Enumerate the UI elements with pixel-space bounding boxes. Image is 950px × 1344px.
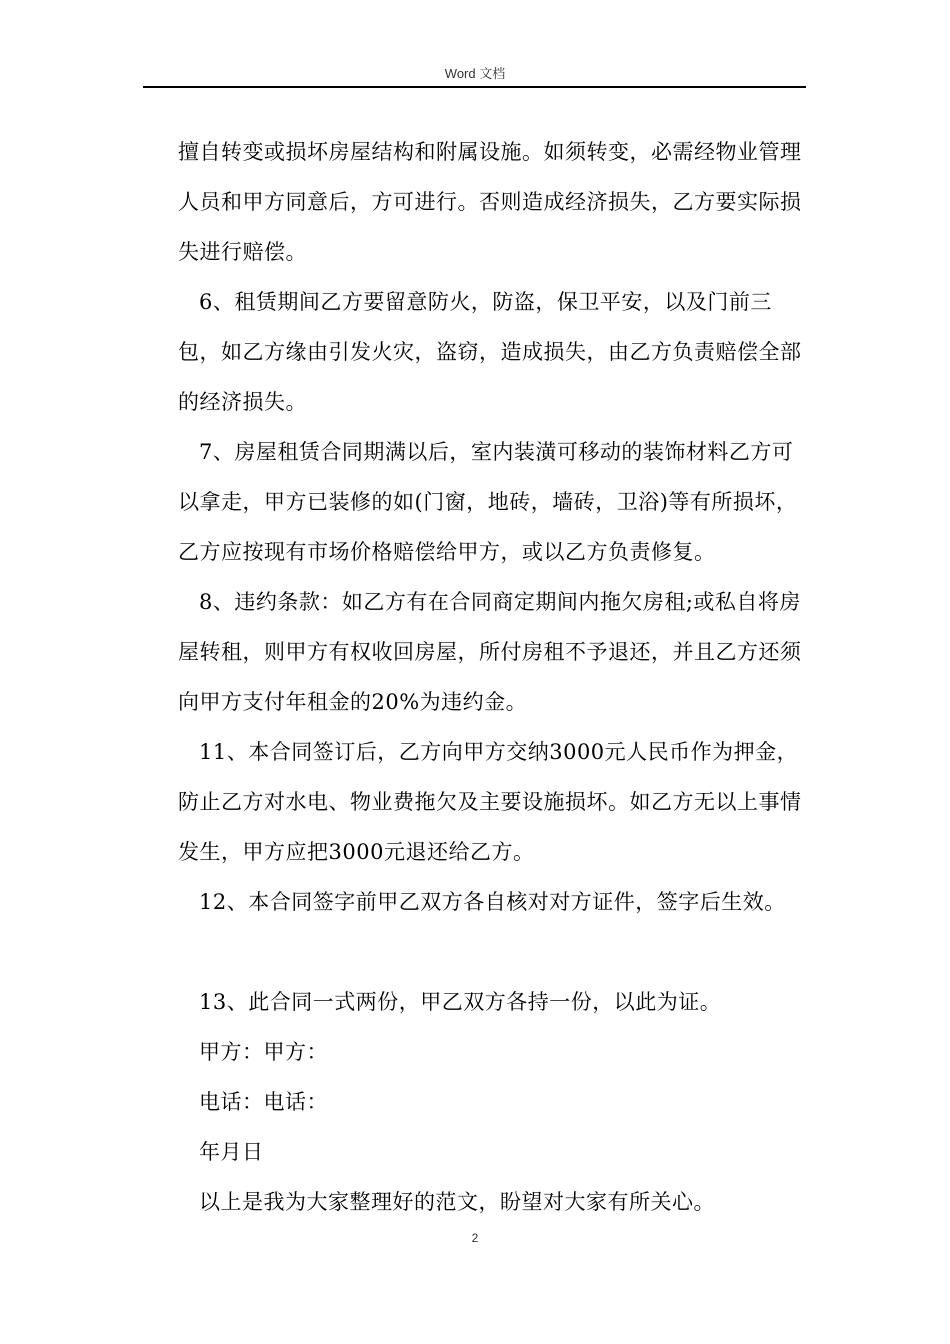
closing-line: 以上是我为大家整理好的范文，盼望对大家有所关心。: [199, 1190, 715, 1214]
party-line: 甲方：甲方：: [199, 1040, 328, 1064]
header-divider: [143, 86, 806, 88]
paragraph-clause-8: 8、违约条款：如乙方有在合同商定期间内拖欠房租;或私自将房屋转租，则甲方有权收回房屋，所付房租不予退还，并且乙方还须向甲方支付年租金的20%为违约金。: [178, 590, 802, 714]
paragraph-clause-7: 7、房屋租赁合同期满以后，室内装潢可移动的装饰材料乙方可以拿走，甲方已装修的如(门窗，地砖，墙砖，卫浴)等有所损坏，乙方应按现有市场价格赔偿给甲方，或以乙方负责修复。: [178, 440, 798, 564]
paragraph-clause-6: 6、租赁期间乙方要留意防火，防盗，保卫平安，以及门前三包，如乙方缘由引发火灾，盗窃，造成损失，由乙方负责赔偿全部的经济损失。: [178, 290, 802, 414]
paragraph-clause-12: 12、本合同签字前甲乙双方各自核对对方证件，签字后生效。: [199, 890, 786, 914]
document-body: [178, 127, 808, 1227]
blank-line: [178, 927, 808, 977]
date-line: 年月日: [199, 1140, 264, 1164]
document-header-title: Word 文档: [444, 66, 506, 81]
paragraph-structure-clause: 擅自转变或损坏房屋结构和附属设施。如须转变，必需经物业管理人员和甲方同意后，方可进行。否则造成经济损失，乙方要实际损失进行赔偿。: [178, 140, 802, 264]
phone-line: 电话：电话：: [199, 1090, 328, 1114]
page-number: 2: [471, 1231, 479, 1245]
paragraph-clause-13: 13、此合同一式两份，甲乙双方各持一份，以此为证。: [199, 990, 722, 1014]
paragraph-clause-11: 11、本合同签订后，乙方向甲方交纳3000元人民币作为押金，防止乙方对水电、物业费拖欠及主要设施损坏。如乙方无以上事情发生，甲方应把3000元退还给乙方。: [178, 740, 802, 864]
